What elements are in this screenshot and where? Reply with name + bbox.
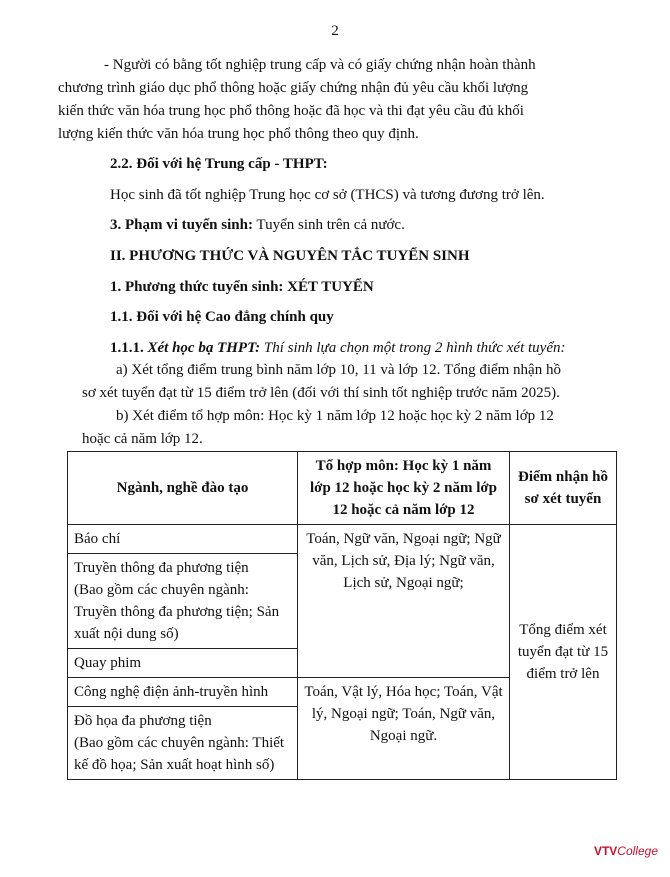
major-note: (Bao gồm các chuyên ngành: Truyền thông đa phương tiện; Sản xuất nội dung số) <box>74 582 280 642</box>
header-major: Ngành, nghề đào tạo <box>68 452 298 525</box>
major-name: Đồ họa đa phương tiện <box>74 713 212 729</box>
paragraph-b <box>82 405 622 451</box>
text-line: sơ xét tuyển đạt từ 15 điểm trở lên (đối với thí sinh tốt nghiệp trước năm 2025). <box>82 385 560 401</box>
paragraph-requirements <box>58 54 622 146</box>
admission-table <box>67 451 617 780</box>
major-cell: Công nghệ điện ảnh-truyền hình <box>68 678 298 707</box>
heading-1-1-1-text: Thí sinh lựa chọn một trong 2 hình thức xét tuyển: <box>260 340 566 356</box>
heading-1-1-1-label: Xét học bạ THPT: <box>143 340 261 356</box>
major-cell <box>68 554 298 649</box>
threshold-cell: Tổng điểm xét tuyển đạt từ 15 điểm trở lên <box>510 525 617 780</box>
table-row <box>68 525 617 554</box>
paragraph-2-2: Học sinh đã tốt nghiệp Trung học cơ sở (THCS) và tương đương trở lên. <box>110 187 545 203</box>
text-line: chương trình giáo dục phổ thông hoặc giấy chứng nhận đủ yêu cầu khối lượng <box>58 80 529 96</box>
heading-1-1-1 <box>110 337 650 360</box>
text-line: a) Xét tổng điểm trung bình năm lớp 10, 11 và lớp 12. Tổng điểm nhận hồ <box>116 362 561 378</box>
major-cell: Quay phim <box>68 649 298 678</box>
major-name: Truyền thông đa phương tiện <box>74 560 249 576</box>
heading-3-label: 3. Phạm vi tuyển sinh: <box>110 217 253 233</box>
heading-3 <box>110 214 650 237</box>
major-cell <box>68 707 298 780</box>
text-line: lượng kiến thức văn hóa trung học phổ thông theo quy định. <box>58 126 419 142</box>
header-score-threshold: Điểm nhận hồ sơ xét tuyển <box>510 452 617 525</box>
heading-1-1: 1.1. Đối với hệ Cao đẳng chính quy <box>110 309 334 325</box>
text-line: - Người có bằng tốt nghiệp trung cấp và có giấy chứng nhận hoàn thành <box>104 57 536 73</box>
heading-2-2: 2.2. Đối với hệ Trung cấp - THPT: <box>110 156 328 172</box>
major-note: (Bao gồm các chuyên ngành: Thiết kế đồ họa; Sản xuất hoạt hình số) <box>74 735 285 773</box>
combination-cell: Toán, Ngữ văn, Ngoại ngữ; Ngữ văn, Lịch sử, Địa lý; Ngữ văn, Lịch sử, Ngoại ngữ; <box>298 525 510 678</box>
heading-II: II. PHƯƠNG THỨC VÀ NGUYÊN TẮC TUYỂN SINH <box>110 248 470 264</box>
heading-3-text: Tuyển sinh trên cả nước. <box>252 217 405 233</box>
combination-cell: Toán, Vật lý, Hóa học; Toán, Vật lý, Ngoại ngữ; Toán, Ngữ văn, Ngoại ngữ. <box>298 678 510 780</box>
table-header-row <box>68 452 617 525</box>
logo-vtv: VTV <box>593 844 618 858</box>
heading-1-1-1-number: 1.1.1. <box>110 340 144 356</box>
heading-1: 1. Phương thức tuyển sinh: XÉT TUYỂN <box>110 279 374 295</box>
text-line: hoặc cả năm lớp 12. <box>82 431 203 447</box>
paragraph-a <box>82 359 622 405</box>
text-line: b) Xét điểm tổ hợp môn: Học kỳ 1 năm lớp 12 hoặc học kỳ 2 năm lớp 12 <box>116 408 554 424</box>
page-number: 2 <box>331 23 339 39</box>
major-cell: Báo chí <box>68 525 298 554</box>
logo-college: College <box>617 844 658 858</box>
text-line: kiến thức văn hóa trung học phổ thông hoặc đã học và thi đạt yêu cầu đủ khối <box>58 103 524 119</box>
vtv-college-logo <box>594 840 658 863</box>
header-subject-combination: Tổ hợp môn: Học kỳ 1 năm lớp 12 hoặc học kỳ 2 năm lớp 12 hoặc cả năm lớp 12 <box>298 452 510 525</box>
